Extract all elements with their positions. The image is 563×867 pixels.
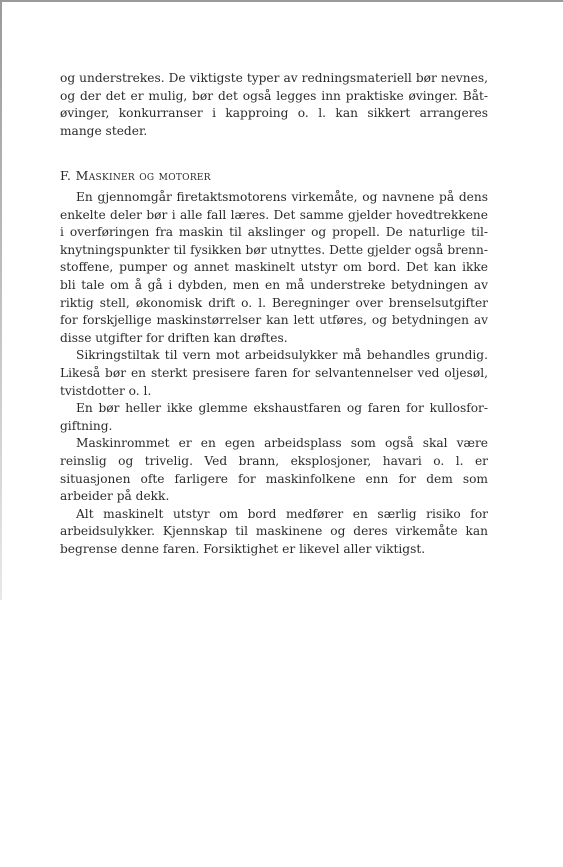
body-paragraph: Alt maskinelt utstyr om bord medfører en særlig risiko for arbeidsulykker. Kjennskap til maskinene og deres virkemåte kan begrense denne faren. Forsiktighet er likevel aller viktigst. [60,506,488,556]
page-edge-top [0,0,563,2]
body-paragraph: Sikringstiltak til vern mot arbeidsulykker må behandles grundig. Likeså bør en sterkt presisere faren for selvantennelser ved oljesøl, tvistdotter o. l. [60,348,488,398]
section-heading [60,168,211,184]
body-paragraph: En bør heller ikke glemme ekshaustfaren og faren for kullosforgiftning. [60,401,488,433]
body-paragraph: En gjennomgår firetaktsmotorens virkemåte, og navnene på dens enkelte deler bør i alle fall læres. Det samme gjelder hovedtrekkene i overføringen fra maskin til akslinger og propell. De naturlige tilknytningspunkter til fysikken bør utnyttes. Dette gjelder også brennstoffene, pumper og annet maskinelt utstyr om bord. Det kan ikke bli tale om å gå i dybden, men en må understreke betydningen av riktig stell, økonomisk drift o. l. Beregninger over brenselsutgifter for forskjellige maskinstørrelser kan lett utføres, og betydningen av disse utgifter for driften kan drøftes. [60,190,488,345]
page-edge-left [0,0,2,600]
intro-paragraph: og understrekes. De viktigste typer av redningsmateriell bør nevnes, og der det er mulig, bør det også legges inn praktiske øvinger. Båtøvinger, konkurranser i kapproing o. l. kan sikkert arrangeres mange steder. [60,71,488,138]
section-title: Maskiner og motorer [75,168,211,183]
section-body [60,189,488,558]
section-letter: F. [60,168,72,183]
intro-text-block [60,70,488,140]
body-paragraph: Maskinrommet er en egen arbeidsplass som også skal være reinslig og trivelig. Ved brann, eksplosjoner, havari o. l. er situasjonen ofte farligere for maskinfolkene enn for dem som arbeider på dekk. [60,436,488,504]
